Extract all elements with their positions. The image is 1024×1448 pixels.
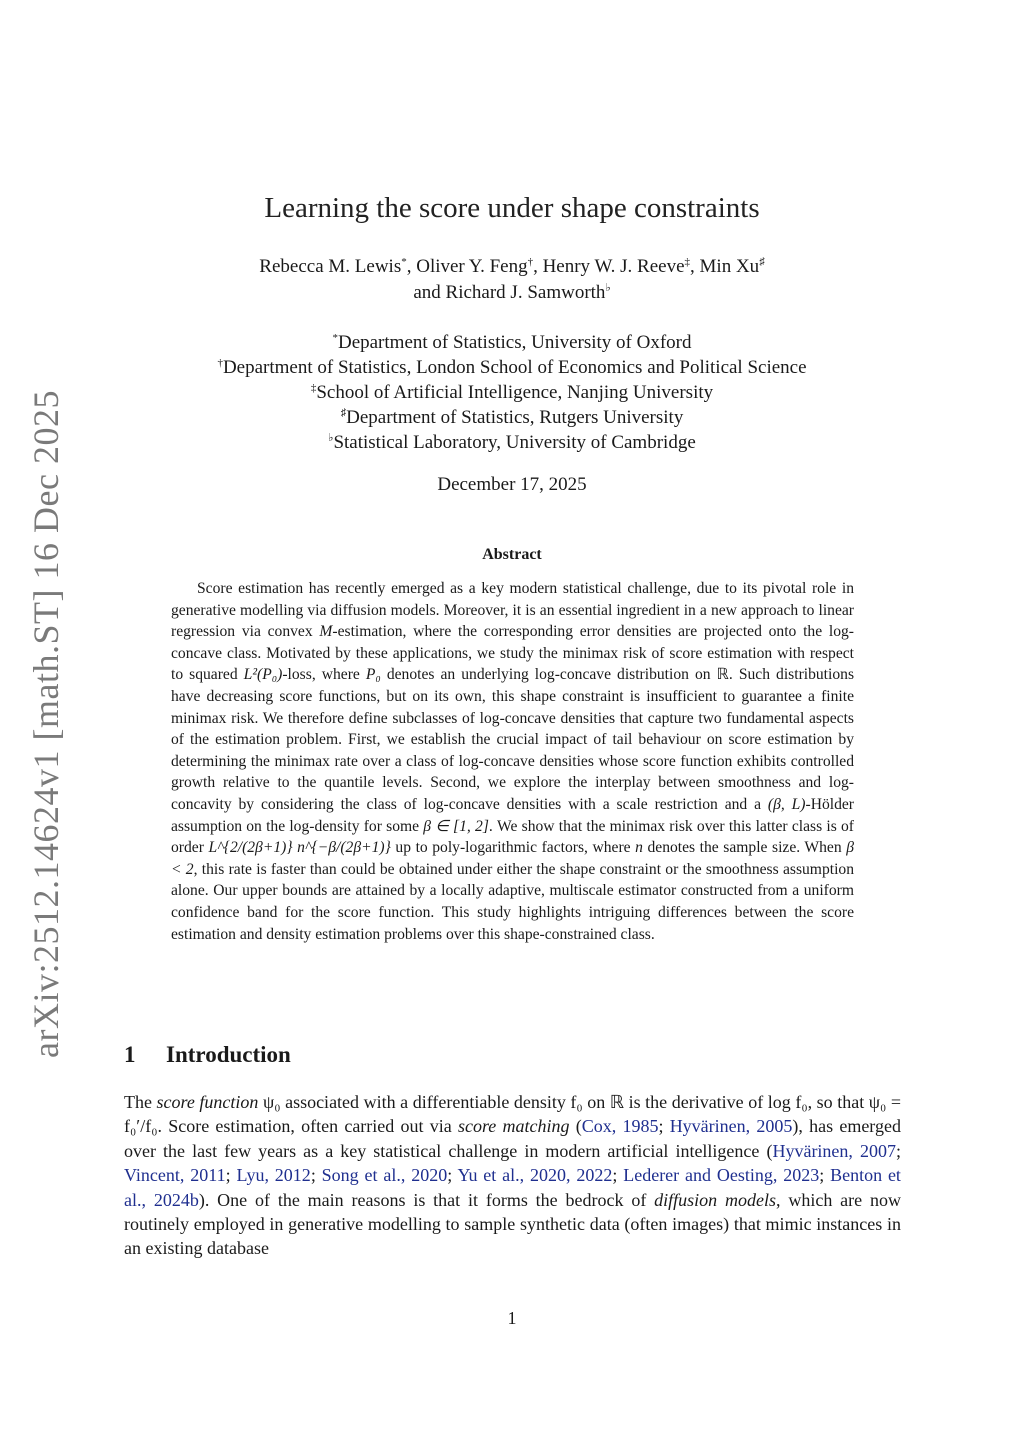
citation-separator: ; — [895, 1140, 901, 1161]
affiliation-mark: * — [332, 332, 338, 344]
paper-title: Learning the score under shape constraints — [264, 192, 760, 224]
math-expression: β ∈ [1, 2] — [423, 817, 489, 835]
author-name: Min Xu — [699, 256, 760, 277]
author-name: Oliver Y. Feng — [416, 256, 528, 277]
abstract-text: denotes the sample size. When — [642, 839, 847, 857]
math-expression: (β, L) — [767, 795, 806, 813]
author-mark: † — [527, 256, 534, 268]
emphasis: score matching — [457, 1116, 570, 1137]
math-expression: L^{2/(2β+1)} n^{−β/(2β+1)} — [208, 839, 391, 857]
affiliation-text: Department of Statistics, London School of Economics and Political Science — [222, 357, 807, 378]
abstract-text: . We show that the minimax risk over this latter class is of order — [171, 817, 854, 857]
author-mark: ♭ — [605, 282, 611, 294]
section-number: 1 — [124, 1042, 136, 1067]
citation-separator: ; — [447, 1165, 458, 1186]
abstract-text: , this rate is faster than could be obtained under either the shape constraint or the smoothness assumption alone. Our upper bounds are attained by a locally adaptive, multiscale estimator constructed from a uniform confidence band for the score function. This study highlights intriguing differences between the score estimation and density estimation problems over this shape-constrained class. — [171, 860, 854, 943]
citation-separator: ; — [612, 1165, 624, 1186]
affiliation-mark: ♭ — [328, 432, 334, 444]
citation-link[interactable]: Song et al., 2020 — [321, 1165, 448, 1186]
citation-separator: ; — [819, 1165, 831, 1186]
abstract-text: -loss, where — [282, 666, 366, 684]
author-line-1: Rebecca M. Lewis*, Oliver Y. Feng†, Henry W. J. Reeve‡, Min Xu♯ — [259, 256, 765, 277]
author-name: Rebecca M. Lewis — [259, 256, 402, 277]
affiliation-mark: † — [217, 357, 223, 369]
emphasis: score function — [156, 1092, 259, 1112]
body-text: , which are now routinely employed in generative modelling to sample synthetic data (often images) that mimic instances in an existing database — [124, 1189, 901, 1259]
affiliation-text: Department of Statistics, Rutgers University — [346, 407, 684, 428]
citation-link[interactable]: Yu et al., 2020, 2022 — [457, 1165, 613, 1186]
citation-link[interactable]: Lyu, 2012 — [236, 1165, 311, 1186]
citation-separator: ; — [658, 1116, 670, 1137]
citation-link[interactable]: Hyvärinen, 2007 — [772, 1140, 896, 1161]
abstract-heading: Abstract — [482, 546, 542, 563]
body-text: ψ₀ associated with a differentiable density f₀ on ℝ is the derivative of log f₀, so that ψ₀ = f₀′/f₀. Score estimation, often carried out via — [124, 1092, 902, 1137]
affiliation — [0, 330, 1024, 355]
abstract-text: -estimation, where the corresponding error densities are projected onto the log-concave class. Motivated by these applications, we study the minimax risk of score estimation with respect to squared — [171, 623, 854, 684]
author-mark: ♯ — [759, 256, 765, 268]
author-name: Richard J. Samworth — [445, 282, 606, 303]
math-expression: L²(P₀) — [243, 666, 283, 684]
citation-link[interactable]: Vincent, 2011 — [124, 1165, 226, 1186]
introduction-paragraph — [124, 1090, 901, 1261]
citation-link[interactable]: Cox, 1985 — [581, 1116, 659, 1137]
affiliation-mark: ♯ — [340, 407, 347, 419]
abstract-text: Score estimation has recently emerged as a key modern statistical challenge, due to its pivotal role in generative modelling via diffusion models. Moreover, it is an essential ingredient in a new approach to linear regression via convex — [171, 580, 854, 641]
affiliation-text: Department of Statistics, University of Oxford — [337, 332, 692, 353]
abstract-text: -Hölder assumption on the log-density for some — [171, 795, 854, 835]
affiliation — [0, 380, 1024, 405]
citation-link[interactable]: Lederer and Oesting, 2023 — [623, 1165, 820, 1186]
body-text: The — [124, 1092, 157, 1112]
author-conjunction: and — [413, 282, 446, 303]
section-title: Introduction — [166, 1042, 291, 1067]
affiliation-text: Statistical Laboratory, University of Cambridge — [333, 432, 696, 453]
math-symbol: n — [635, 839, 643, 857]
citation-link[interactable]: Benton et al., 2024b — [124, 1165, 901, 1210]
publication-date: December 17, 2025 — [437, 474, 587, 495]
affiliation-text: School of Artificial Intelligence, Nanjing University — [316, 382, 714, 403]
author-name: Henry W. J. Reeve — [542, 256, 685, 277]
math-symbol: P₀ — [365, 666, 381, 684]
math-expression: β < 2 — [171, 839, 854, 878]
citation-separator: ; — [225, 1165, 237, 1186]
author-mark: * — [401, 256, 407, 268]
body-text: ( — [569, 1116, 582, 1137]
citation-link[interactable]: Hyvärinen, 2005 — [669, 1116, 793, 1137]
affiliation-list — [0, 330, 1024, 455]
author-mark: ‡ — [684, 256, 691, 268]
affiliation — [0, 430, 1024, 455]
arxiv-identifier-stamp: arXiv:2512.14624v1 [math.ST] 16 Dec 2025 — [26, 390, 66, 1058]
emphasis: diffusion models — [654, 1189, 777, 1210]
abstract-text: up to poly-logarithmic factors, where — [390, 839, 636, 857]
affiliation — [0, 355, 1024, 380]
section-heading — [124, 1042, 291, 1068]
abstract-text: denotes an underlying log-concave distribution on ℝ. Such distributions have decreasing score functions, but on its own, this shape constraint is insufficient to guarantee a finite minimax risk. We therefore define subclasses of log-concave densities that capture two fundamental aspects of the estimation problem. First, we establish the crucial impact of tail behaviour on score estimation by determining the minimax rate over a class of log-concave densities whose score function exhibits controlled growth relative to the quantile levels. Second, we explore the interplay between smoothness and log-concavity by considering the class of log-concave densities with a scale restriction and a — [171, 666, 855, 813]
affiliation — [0, 405, 1024, 430]
math-symbol: M — [319, 623, 333, 641]
author-line-2 — [0, 280, 1024, 306]
abstract-body — [171, 578, 854, 945]
body-text: ). One of the main reasons is that it forms the bedrock of — [198, 1189, 655, 1210]
author-list — [0, 254, 1024, 306]
citation-separator: ; — [310, 1165, 322, 1186]
page-number: 1 — [507, 1308, 517, 1328]
body-text: ), has emerged over the last few years as a key statistical challenge in modern artificial intelligence ( — [124, 1116, 901, 1161]
affiliation-mark: ‡ — [310, 382, 317, 394]
